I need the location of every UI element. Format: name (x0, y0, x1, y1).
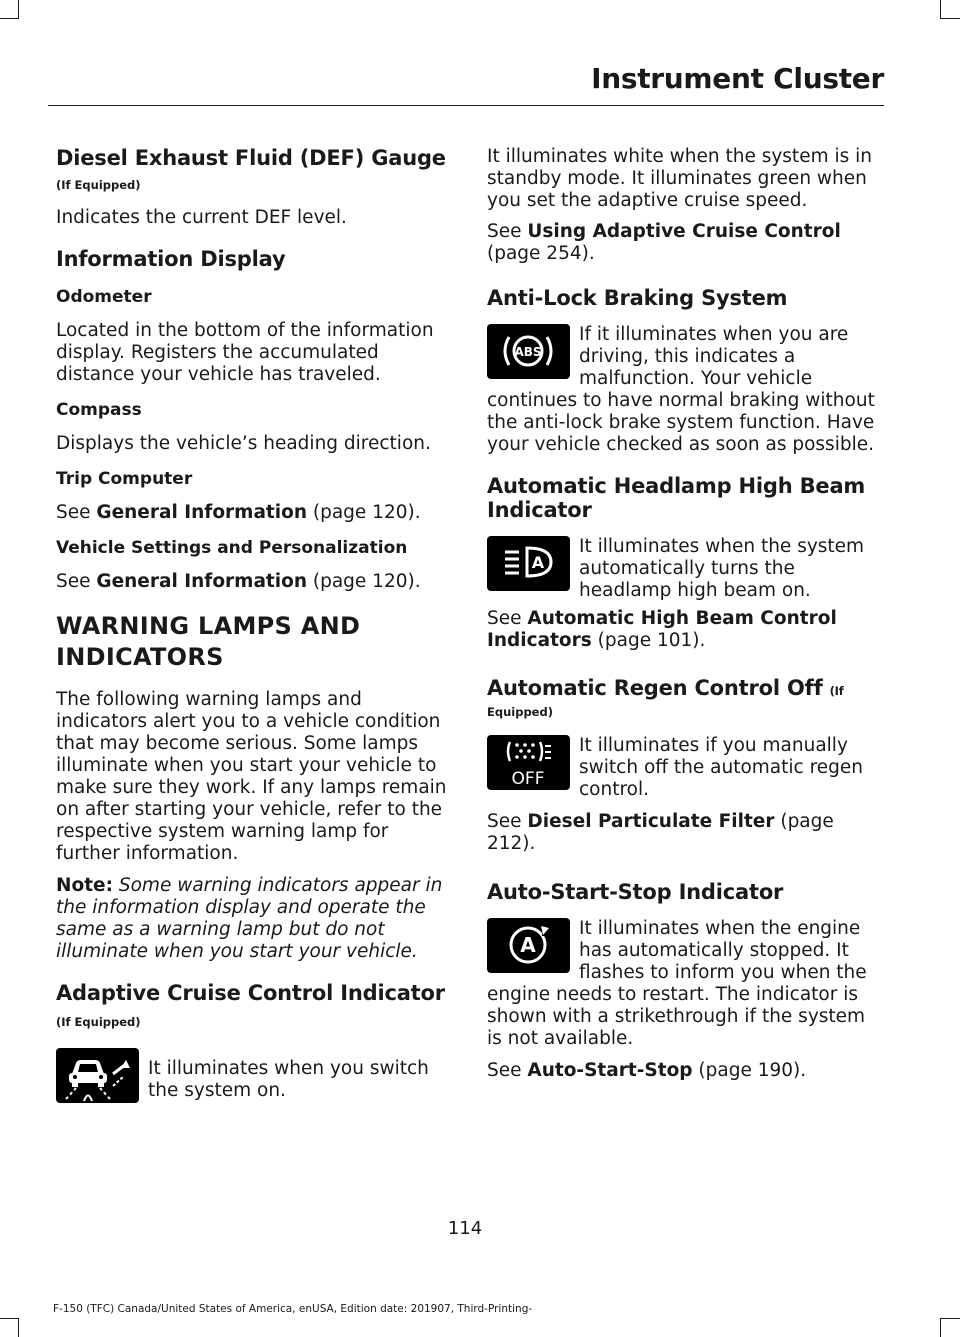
cross-reference-link[interactable]: Using Adaptive Cruise Control (527, 221, 841, 242)
auto-high-beam-heading: Automatic Headlamp High Beam Indicator (487, 474, 866, 522)
crop-mark-bottom-right (940, 1318, 941, 1337)
regen-off-block (487, 735, 883, 801)
see-text: See (487, 811, 528, 832)
auto-start-stop-block (487, 918, 883, 1050)
auto-high-beam-icon (487, 536, 570, 591)
svg-text:A: A (520, 933, 536, 957)
see-text: See (56, 502, 97, 523)
crop-mark-top-right (940, 0, 941, 19)
regen-off-heading-text: Automatic Regen Control Off (487, 676, 830, 700)
left-column (56, 146, 450, 1107)
information-display-heading: Information Display (56, 247, 286, 271)
warning-lamps-heading-line-1: WARNING LAMPS AND (56, 612, 361, 640)
def-if-equipped: (If Equipped) (56, 178, 141, 192)
auto-start-stop-icon (487, 918, 570, 973)
regen-off-text: It illuminates if you manually switch off the automatic regen control. (579, 735, 863, 800)
crop-mark-bottom-right-h (941, 1318, 960, 1319)
page-reference: (page 212). (487, 811, 834, 854)
page-reference: (page 120). (307, 571, 421, 592)
abs-block (487, 324, 883, 456)
acc-indicator-block (56, 1048, 450, 1107)
cross-reference-link[interactable]: Automatic High Beam Control Indicators (487, 608, 837, 651)
auto-high-beam-block (487, 536, 883, 602)
crop-mark-bottom-left-h (0, 1318, 19, 1319)
compass-heading: Compass (56, 400, 142, 420)
auto-high-beam-text: It illuminates when the system automatically turns the headlamp high beam on. (579, 536, 865, 601)
regen-off-heading (487, 676, 883, 703)
compass-text: Displays the vehicle’s heading direction. (56, 433, 431, 454)
def-text: Indicates the current DEF level. (56, 207, 347, 228)
warning-lamps-heading (56, 611, 450, 673)
acc-indicator-text: It illuminates when you switch the system on. (148, 1058, 429, 1101)
vehicle-settings-reference (56, 571, 450, 593)
regen-if-equipped: (If (829, 684, 844, 698)
abs-icon-label: ABS (514, 345, 542, 359)
auto-start-stop-text: It illuminates when the engine has automatically stopped. It flashes to inform you when the engine needs to restart. The indicator is shown with a strikethrough if the system is not available. (487, 918, 867, 1049)
see-text: See (56, 571, 97, 592)
see-text: See (487, 1060, 528, 1081)
note-text: Some warning indicators appear in the information display and operate the same as a warning lamp but do not illuminate when you start your vehicle. (56, 875, 443, 962)
odometer-text: Located in the bottom of the information display. Registers the accumulated distance your vehicle has traveled. (56, 320, 434, 385)
right-column (487, 146, 883, 1082)
page-reference: (page 254). (487, 243, 595, 264)
page-number: 114 (447, 1218, 483, 1239)
crop-mark-top-right-h (941, 18, 960, 19)
note-label: Note: (56, 875, 113, 896)
page-reference: (page 120). (307, 502, 421, 523)
abs-heading: Anti-Lock Braking System (487, 286, 788, 310)
see-text: See (487, 221, 528, 242)
crop-mark-top-left-h (0, 18, 19, 19)
def-gauge-heading: Diesel Exhaust Fluid (DEF) Gauge (56, 146, 446, 170)
abs-text: If it illuminates when you are driving, this indicates a malfunction. Your vehicle continues to have normal braking without the anti-lock brake system function. Have your vehicle checked as soon as possible. (487, 324, 875, 455)
crop-mark-bottom-left (18, 1318, 19, 1337)
odometer-heading: Odometer (56, 287, 152, 307)
auto-start-stop-reference (487, 1060, 883, 1082)
svg-text:A: A (531, 553, 545, 572)
crop-mark-top-left (18, 0, 19, 19)
trip-computer-reference (56, 502, 450, 524)
page-header-title: Instrument Cluster (591, 62, 884, 95)
page-reference: (page 101). (591, 630, 706, 651)
regen-off-reference (487, 811, 883, 855)
acc-reference (487, 221, 883, 265)
see-text: See (487, 608, 528, 629)
acc-indicator-heading: Adaptive Cruise Control Indicator (56, 981, 445, 1005)
abs-warning-icon (487, 324, 570, 379)
cross-reference-link[interactable]: General Information (96, 571, 307, 592)
cross-reference-link[interactable]: General Information (96, 502, 307, 523)
auto-start-stop-heading: Auto-Start-Stop Indicator (487, 880, 784, 904)
auto-high-beam-reference (487, 608, 883, 652)
page-reference: (page 190). (692, 1060, 807, 1081)
regen-off-icon (487, 735, 570, 790)
regen-equipped-cont: Equipped) (487, 705, 553, 719)
note-paragraph (56, 875, 450, 963)
vehicle-settings-heading: Vehicle Settings and Personalization (56, 538, 408, 558)
cross-reference-link[interactable]: Auto-Start-Stop (527, 1060, 693, 1081)
edition-footer: F-150 (TFC) Canada/United States of America, enUSA, Edition date: 201907, Third-Printing- (53, 1303, 533, 1315)
trip-computer-heading: Trip Computer (56, 469, 193, 489)
warning-lamps-intro: The following warning lamps and indicators alert you to a vehicle condition that may become serious. Some lamps illuminate when you start your vehicle to make sure they work. If any lamps remain on after starting your vehicle, refer to the respective system warning lamp for further information. (56, 689, 447, 864)
header-rule (48, 105, 884, 106)
adaptive-cruise-icon (56, 1048, 139, 1103)
acc-if-equipped: (If Equipped) (56, 1015, 141, 1029)
cross-reference-link[interactable]: Diesel Particulate Filter (527, 811, 775, 832)
acc-continued-text: It illuminates white when the system is in standby mode. It illuminates green when you set the adaptive cruise speed. (487, 146, 872, 211)
warning-lamps-heading-line-2: INDICATORS (56, 643, 224, 671)
regen-icon-label: OFF (511, 769, 545, 789)
